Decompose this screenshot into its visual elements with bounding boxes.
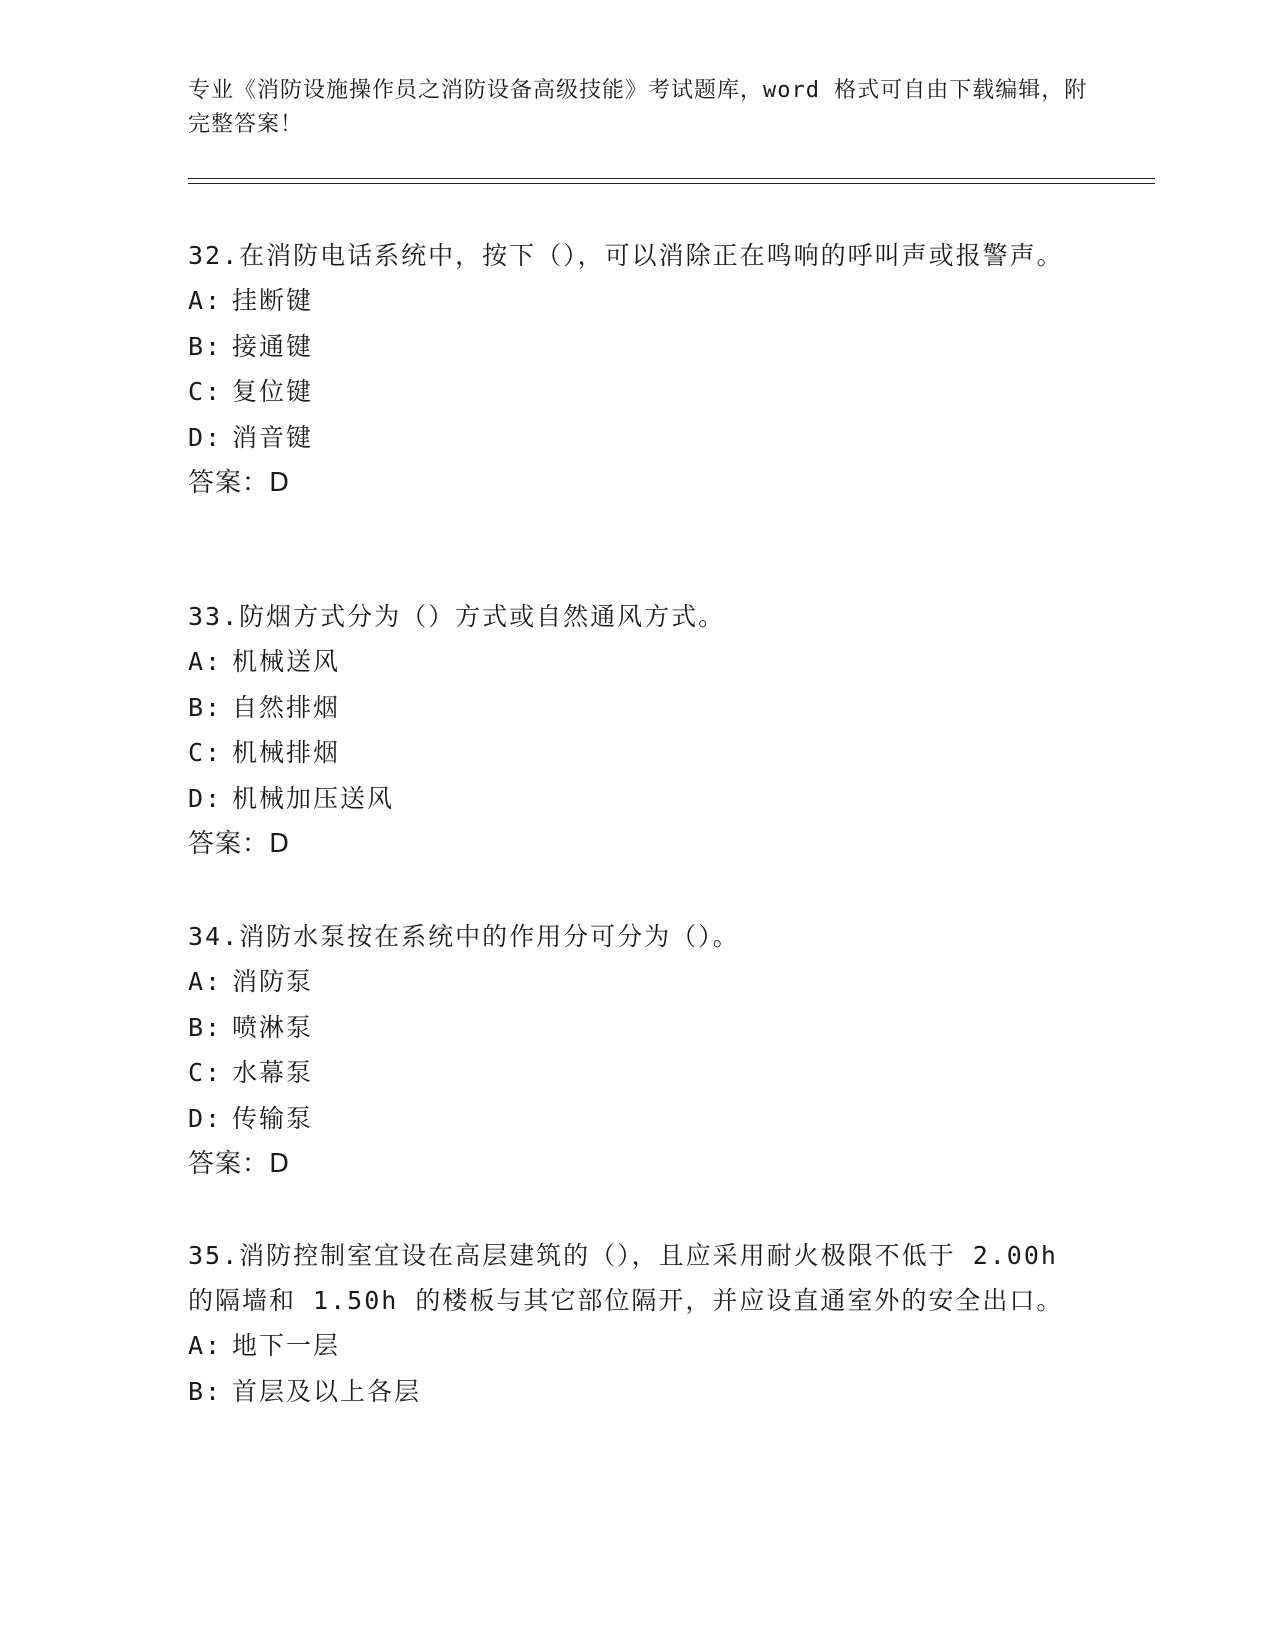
option-text: 机械排烟 bbox=[232, 738, 341, 767]
question-stem: 33.防烟方式分为（）方式或自然通风方式。 bbox=[188, 602, 726, 631]
option-text: 机械送风 bbox=[232, 647, 341, 676]
option-b bbox=[188, 1369, 1088, 1415]
question-34 bbox=[188, 914, 1088, 1187]
option-text: 传输泵 bbox=[232, 1103, 314, 1133]
question-33 bbox=[188, 594, 1088, 867]
option-text: 接通键 bbox=[232, 331, 314, 361]
option-letter: A: bbox=[188, 967, 223, 996]
option-text: 喷淋泵 bbox=[232, 1012, 314, 1042]
option-text: 复位键 bbox=[232, 377, 314, 406]
option-letter: C: bbox=[188, 1058, 223, 1087]
option-a bbox=[188, 1323, 1088, 1369]
option-text: 首层及以上各层 bbox=[232, 1376, 422, 1406]
option-letter: B: bbox=[188, 331, 223, 361]
answer: 答案：D bbox=[188, 468, 291, 498]
option-text: 自然排烟 bbox=[232, 692, 341, 722]
answer: 答案：D bbox=[188, 1149, 291, 1179]
option-c bbox=[188, 1050, 1088, 1096]
option-b bbox=[188, 324, 1088, 370]
option-d bbox=[188, 415, 1088, 461]
option-letter: C: bbox=[188, 738, 223, 767]
option-letter: A: bbox=[188, 1331, 223, 1360]
option-letter: D: bbox=[188, 783, 223, 813]
option-letter: A: bbox=[188, 647, 223, 676]
option-d bbox=[188, 776, 1088, 822]
option-b bbox=[188, 685, 1088, 731]
option-a bbox=[188, 639, 1088, 685]
option-letter: A: bbox=[188, 286, 223, 315]
option-text: 水幕泵 bbox=[232, 1058, 314, 1087]
option-c bbox=[188, 730, 1088, 776]
option-a bbox=[188, 278, 1088, 324]
option-text: 消防泵 bbox=[232, 967, 314, 996]
header-divider-top bbox=[188, 178, 1155, 179]
header-divider-bottom bbox=[188, 183, 1155, 184]
answer: 答案：D bbox=[188, 829, 291, 859]
option-text: 机械加压送风 bbox=[232, 783, 395, 813]
question-stem: 35.消防控制室宜设在高层建筑的（），且应采用耐火极限不低于 2.00h 的隔墙和 1.50h 的楼板与其它部位隔开，并应设直通室外的安全出口。 bbox=[188, 1241, 1064, 1315]
question-35 bbox=[188, 1233, 1088, 1414]
option-c bbox=[188, 369, 1088, 415]
option-letter: C: bbox=[188, 377, 223, 406]
option-a bbox=[188, 959, 1088, 1005]
option-letter: B: bbox=[188, 1376, 223, 1406]
option-letter: D: bbox=[188, 422, 223, 452]
question-32 bbox=[188, 233, 1088, 506]
page-header: 专业《消防设施操作员之消防设备高级技能》考试题库，word 格式可自由下载编辑，附完整答案！ bbox=[188, 78, 1088, 137]
option-b bbox=[188, 1005, 1088, 1051]
option-letter: B: bbox=[188, 692, 223, 722]
question-stem: 34.消防水泵按在系统中的作用分可分为（）。 bbox=[188, 922, 740, 951]
option-text: 消音键 bbox=[232, 422, 314, 452]
option-text: 地下一层 bbox=[232, 1331, 341, 1360]
option-letter: B: bbox=[188, 1012, 223, 1042]
option-text: 挂断键 bbox=[232, 286, 314, 315]
option-d bbox=[188, 1096, 1088, 1142]
question-stem: 32.在消防电话系统中，按下（），可以消除正在鸣响的呼叫声或报警声。 bbox=[188, 241, 1064, 270]
option-letter: D: bbox=[188, 1103, 223, 1133]
